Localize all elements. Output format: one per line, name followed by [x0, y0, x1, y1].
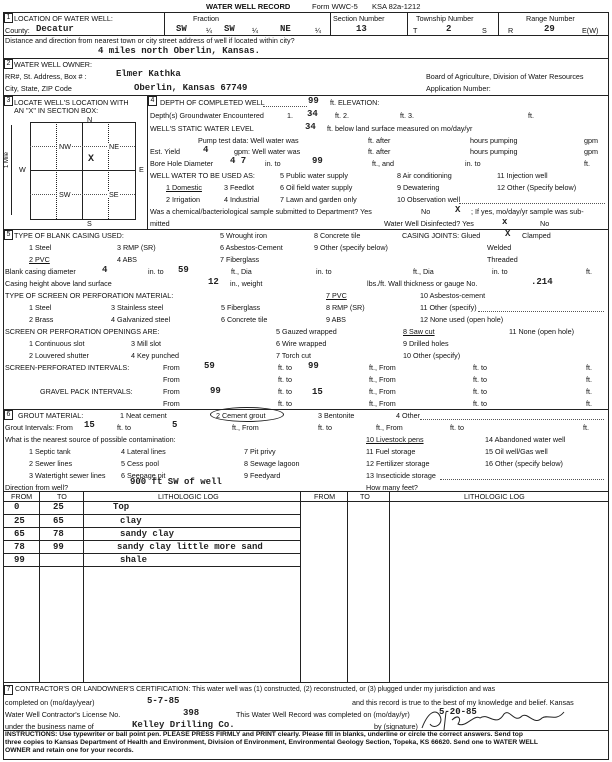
glued-x[interactable]: X — [505, 229, 511, 239]
instructions-line-3: OWNER and retain one for your records. — [5, 747, 134, 754]
grout-label: GROUT MATERIAL: — [18, 411, 84, 420]
range-label: Range Number — [526, 14, 575, 23]
distance-label: Distance and direction from nearest town or city street address of well if located within city? — [5, 36, 295, 45]
perforated-from-value[interactable]: 59 — [204, 361, 215, 371]
bore-to-value[interactable]: 99 — [312, 156, 323, 166]
grout-cement[interactable]: 2 Cement grout — [216, 411, 266, 420]
township-label: Township Number — [416, 14, 474, 23]
pump-test-label: Pump test data: Well water was — [198, 136, 299, 145]
gravel-to-value[interactable]: 15 — [312, 387, 323, 397]
section-grid[interactable] — [30, 122, 136, 220]
casing-height-label: Casing height above land surface — [5, 279, 112, 288]
mile-label: 1 Mile — [4, 151, 10, 168]
groundwater-1-value[interactable]: 34 — [307, 109, 318, 119]
owner-value[interactable]: Elmer Kathka — [116, 69, 181, 79]
bore-value[interactable]: 4 7 — [230, 156, 247, 166]
completed-value[interactable]: 5-7-85 — [147, 696, 180, 706]
static-level-label: WELL'S STATIC WATER LEVEL — [150, 124, 254, 133]
fraction-label: Fraction — [193, 14, 219, 23]
business-label: under the business name of — [5, 722, 94, 731]
screen-material-label: TYPE OF SCREEN OR PERFORATION MATERIAL: — [5, 291, 174, 300]
casing-height-value[interactable]: 12 — [208, 277, 219, 287]
locate-label-2: AN "X" IN SECTION BOX: — [14, 106, 99, 115]
use-label: WELL WATER TO BE USED AS: — [150, 171, 255, 180]
statute-ref: KSA 82a-1212 — [372, 2, 421, 11]
perforated-intervals-label: SCREEN-PERFORATED INTERVALS: — [5, 363, 130, 372]
disinfected-x[interactable]: x — [502, 217, 508, 227]
gravel-pack-label: GRAVEL PACK INTERVALS: — [40, 387, 133, 396]
direction-value[interactable]: 900 ft SW of well — [130, 477, 222, 487]
section-4-number: 4 — [148, 96, 157, 106]
section-2-number: 2 — [4, 59, 13, 69]
static-level-value[interactable]: 34 — [305, 122, 316, 132]
log-title-header: LITHOLOGIC LOG — [158, 492, 219, 501]
bore-label: Bore Hole Diameter — [150, 159, 214, 168]
owner-label: WATER WELL OWNER: — [14, 60, 92, 69]
range-value[interactable]: 29 — [544, 24, 555, 34]
opening-saw-cut[interactable]: 8 Saw cut — [403, 327, 435, 336]
log-to-header: TO — [57, 492, 67, 501]
casing-joints-label: CASING JOINTS: Glued — [402, 231, 481, 240]
locate-label: LOCATE WELL'S LOCATION WITH — [14, 98, 129, 107]
disinfected-label: Water Well Disinfected? Yes — [384, 219, 474, 228]
groundwater-label: Depth(s) Groundwater Encountered — [150, 111, 264, 120]
casing-diameter-label: Blank casing diameter — [5, 267, 76, 276]
signature-label: by (signature) — [374, 722, 418, 731]
contamination-livestock[interactable]: 10 Livestock pens — [366, 435, 424, 444]
record-date-value[interactable]: 5-20-85 — [439, 707, 477, 717]
section-3-number: 3 — [4, 96, 13, 106]
perforated-to-value[interactable]: 99 — [308, 361, 319, 371]
screen-pvc[interactable]: 7 PVC — [326, 291, 347, 300]
casing-diameter-to-value[interactable]: 59 — [178, 265, 189, 275]
casing-diameter-value[interactable]: 4 — [102, 265, 108, 275]
city-label: City, State, ZIP Code — [5, 84, 72, 93]
fraction-3[interactable]: NE — [280, 24, 291, 34]
section-1-number: 1 — [4, 13, 13, 23]
section-number-label: Section Number — [333, 14, 385, 23]
grout-from-value[interactable]: 15 — [84, 420, 95, 430]
application-label: Application Number: — [426, 84, 491, 93]
section-5-number: 5 — [4, 230, 13, 240]
completed-label: completed on (mo/day/year) — [5, 698, 95, 707]
gauge-value[interactable]: .214 — [531, 277, 553, 287]
instructions-line-2: three copies to Kansas Department of Health and Environment, Division of Environment, Environmental Geology Section, Topeka, KS 66620. Send one to WATER WELL — [5, 739, 538, 746]
use-domestic[interactable]: 1 Domestic — [166, 183, 202, 192]
grout-to-value[interactable]: 5 — [172, 420, 178, 430]
township-value[interactable]: 2 — [446, 24, 452, 34]
instructions-line-1: INSTRUCTIONS: Use typewriter or ball point pen. PLEASE PRESS FIRMLY and PRINT clearly. Please fill in blanks, underline or circle the correct answers. Send top — [5, 731, 523, 738]
license-label: Water Well Contractor's License No. — [5, 710, 121, 719]
form-title: WATER WELL RECORD — [206, 2, 291, 11]
casing-pvc[interactable]: 2 PVC — [29, 255, 50, 264]
license-value[interactable]: 398 — [183, 708, 200, 718]
casing-label: TYPE OF BLANK CASING USED: — [14, 231, 124, 240]
grout-intervals-label: Grout Intervals: From — [5, 423, 73, 432]
gravel-from-value[interactable]: 99 — [210, 386, 221, 396]
grout-cement-circle — [210, 407, 284, 422]
fraction-1[interactable]: SW — [176, 24, 187, 34]
openings-label: SCREEN OR PERFORATION OPENINGS ARE: — [5, 327, 160, 336]
city-value[interactable]: Oberlin, Kansas 67749 — [134, 83, 248, 93]
form-number: Form WWC-5 — [312, 2, 358, 11]
county-label: County: — [5, 26, 30, 35]
section-6-number: 6 — [4, 410, 13, 420]
board-label: Board of Agriculture, Division of Water Resources — [426, 72, 584, 81]
chem-sample-x[interactable]: X — [455, 205, 461, 215]
location-label: LOCATION OF WATER WELL: — [14, 14, 113, 23]
direction-label: Direction from well? — [5, 483, 69, 492]
yield-label: Est. Yield — [150, 147, 180, 156]
business-value[interactable]: Kelley Drilling Co. — [132, 720, 235, 730]
depth-label: DEPTH OF COMPLETED WELL — [160, 98, 265, 107]
well-location-mark: X — [88, 154, 95, 165]
section-number-value[interactable]: 13 — [356, 24, 367, 34]
county-value[interactable]: Decatur — [36, 24, 74, 34]
distance-value[interactable]: 4 miles north Oberlin, Kansas. — [98, 46, 261, 56]
contamination-label: What is the nearest source of possible contamination: — [5, 435, 176, 444]
depth-value[interactable]: 99 — [308, 96, 319, 106]
chem-sample-label: Was a chemical/bacteriological sample submitted to Department? Yes — [150, 207, 372, 216]
range-ew: E(W) — [582, 26, 599, 35]
yield-value[interactable]: 4 — [203, 145, 209, 155]
fraction-2[interactable]: SW — [224, 24, 235, 34]
log-from-header: FROM — [11, 492, 33, 501]
certification-text: CONTRACTOR'S OR LANDOWNER'S CERTIFICATION: This water well was (1) constructed, (2) reconstructed, or (3) plugged under my jurisdiction and was — [15, 686, 496, 693]
rr-label: RR#, St. Address, Box # : — [5, 72, 87, 81]
section-7-number: 7 — [4, 685, 13, 695]
